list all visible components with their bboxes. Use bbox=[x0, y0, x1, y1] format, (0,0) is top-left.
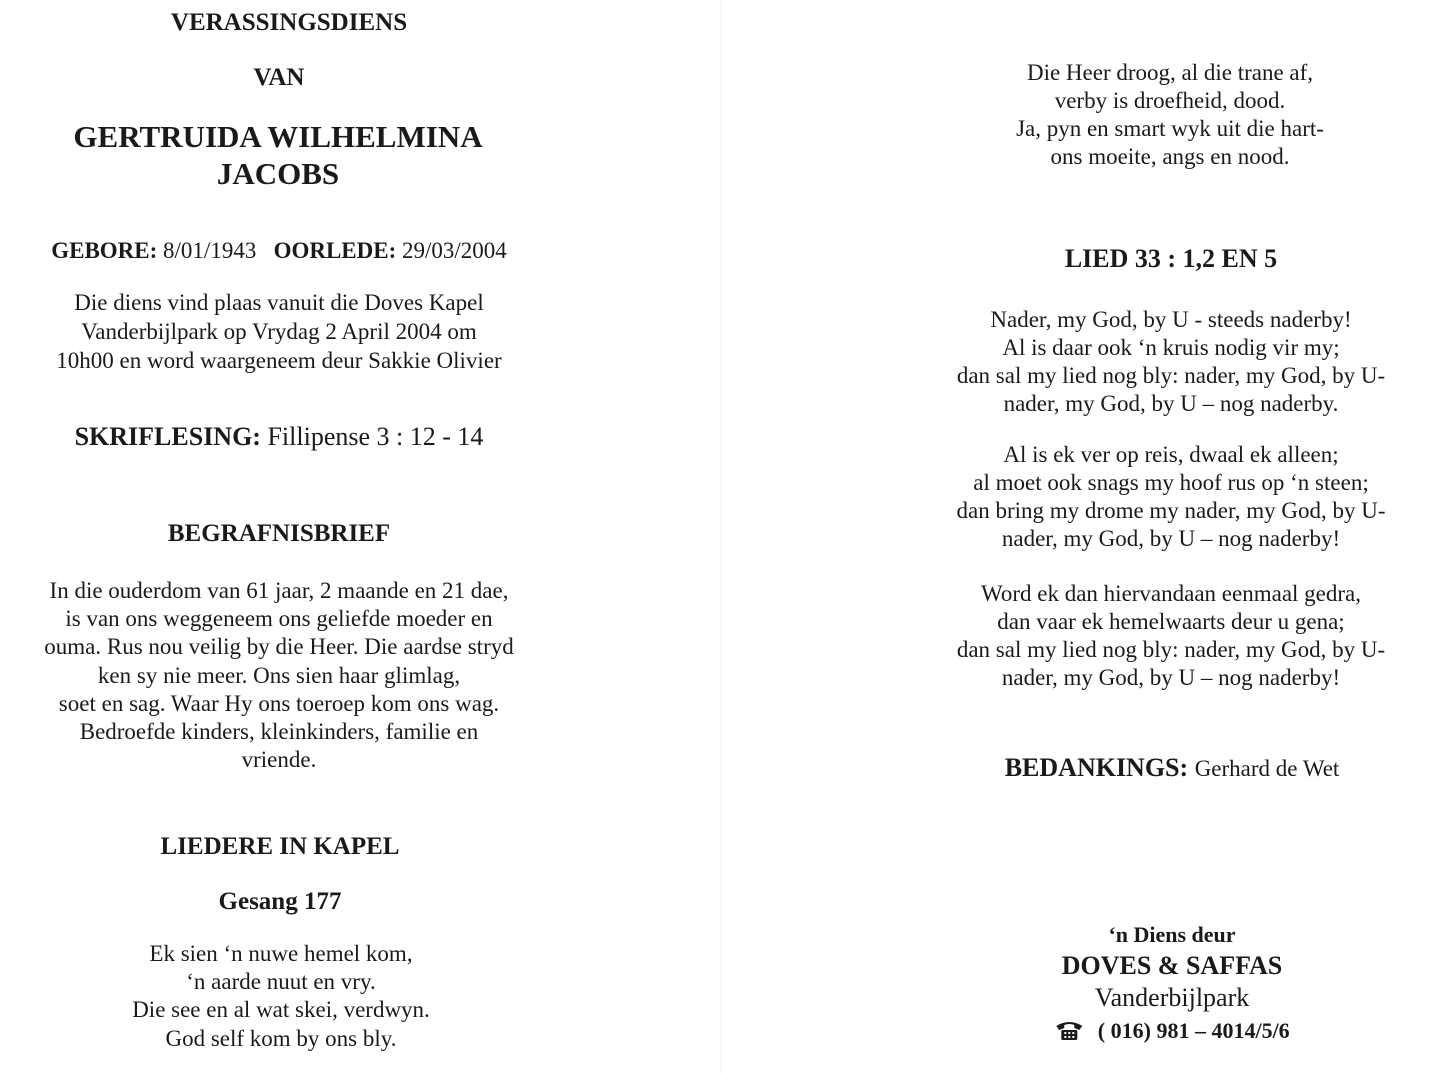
deceased-name-line2: JACOBS bbox=[216, 156, 340, 191]
scripture-value: Fillipense 3 : 12 - 14 bbox=[267, 422, 484, 451]
page-fold bbox=[720, 0, 722, 1073]
thanks-line bbox=[1005, 752, 1340, 783]
stanza-line: Nader, my God, by U - steeds naderby! bbox=[990, 307, 1352, 332]
funeral-letter bbox=[44, 577, 513, 774]
stanza-line: nader, my God, by U – nog naderby! bbox=[1001, 665, 1341, 690]
letter-line: ken sy nie meer. Ons sien haar glimlag, bbox=[97, 662, 461, 688]
service-line: 10h00 en word waargeneem deur Sakkie Olivier bbox=[56, 348, 502, 373]
stanza-line: Word ek dan hiervandaan eenmaal gedra, bbox=[980, 581, 1362, 606]
stanza-line: dan bring my drome my nader, my God, by U- bbox=[956, 498, 1386, 523]
letter-line: In die ouderdom van 61 jaar, 2 maande en 21 dae, bbox=[49, 578, 509, 603]
thanks-label: BEDANKINGS: bbox=[1004, 753, 1189, 782]
born-label: GEBORE: bbox=[51, 238, 158, 263]
scripture-label: SKRIFLESING: bbox=[74, 422, 261, 451]
stanza-line: dan vaar ek hemelwaarts deur u gena; bbox=[997, 609, 1345, 634]
company-name: DOVES & SAFFAS bbox=[1061, 951, 1283, 980]
thanks-value: Gerhard de Wet bbox=[1194, 756, 1340, 781]
phone-number: ( 016) 981 – 4014/5/6 bbox=[1097, 1018, 1290, 1043]
dates-line bbox=[51, 237, 507, 265]
stanza-line: nader, my God, by U – nog naderby! bbox=[1001, 526, 1341, 551]
verse-line: Ja, pyn en smart wyk uit die hart- bbox=[1016, 116, 1324, 141]
service-by: ‘n Diens deur bbox=[1108, 922, 1236, 947]
verse-line: ons moeite, angs en nood. bbox=[1050, 144, 1290, 169]
stanza-line: al moet ook snags my hoof rus op ‘n steen; bbox=[973, 470, 1369, 495]
songs-heading: LIEDERE IN KAPEL bbox=[160, 833, 400, 860]
hymn-stanza-3 bbox=[957, 580, 1385, 692]
phone-line bbox=[1054, 1018, 1289, 1044]
song-line: Die see en al wat skei, verdwyn. bbox=[132, 997, 430, 1023]
stanza-line: dan sal my lied nog bly: nader, my God, by U- bbox=[956, 363, 1386, 388]
company-town: Vanderbijlpark bbox=[1094, 983, 1250, 1012]
telephone-icon bbox=[1054, 1019, 1084, 1041]
service-title: VERASSINGSDIENS bbox=[170, 9, 408, 36]
song-title: Gesang 177 bbox=[218, 888, 342, 915]
van-label: VAN bbox=[253, 64, 305, 91]
died-label: OORLEDE: bbox=[273, 238, 397, 263]
letter-line: is van ons weggeneem ons geliefde moeder en bbox=[65, 606, 493, 632]
stanza-line: Al is daar ook ‘n kruis nodig vir my; bbox=[1002, 335, 1340, 360]
hymn-stanza-1 bbox=[957, 306, 1385, 418]
song-line: Ek sien ‘n nuwe hemel kom, bbox=[149, 941, 413, 966]
letter-line: vriende. bbox=[241, 747, 317, 773]
stanza-line: nader, my God, by U – nog naderby. bbox=[1003, 391, 1339, 416]
verse-line: Die Heer droog, al die trane af, bbox=[1026, 60, 1314, 85]
letter-heading: BEGRAFNISBRIEF bbox=[167, 520, 391, 547]
died-value: 29/03/2004 bbox=[402, 238, 507, 263]
hymn-stanza-2 bbox=[957, 441, 1386, 553]
service-line: Die diens vind plaas vanuit die Doves Kapel bbox=[74, 290, 484, 315]
song-line: God self kom by ons bly. bbox=[165, 1025, 397, 1051]
born-value: 8/01/1943 bbox=[163, 238, 257, 263]
letter-line: soet en sag. Waar Hy ons toeroep kom ons wag. bbox=[58, 690, 500, 716]
service-details bbox=[56, 288, 501, 375]
hymn-heading: LIED 33 : 1,2 EN 5 bbox=[1064, 244, 1278, 273]
song-line: ‘n aarde nuut en vry. bbox=[186, 969, 376, 995]
song-lyrics bbox=[132, 940, 430, 1053]
stanza-line: dan sal my lied nog bly: nader, my God, by U- bbox=[956, 637, 1386, 662]
service-line: Vanderbijlpark op Vrydag 2 April 2004 om bbox=[81, 319, 477, 344]
letter-line: ouma. Rus nou veilig by die Heer. Die aardse stryd bbox=[44, 634, 514, 660]
scripture-reading bbox=[75, 421, 484, 452]
verse-line: verby is droefheid, dood. bbox=[1054, 88, 1286, 113]
stanza-line: Al is ek ver op reis, dwaal ek alleen; bbox=[1003, 442, 1339, 467]
letter-line: Bedroefde kinders, kleinkinders, familie en bbox=[79, 719, 479, 745]
deceased-name-line1: GERTRUIDA WILHELMINA bbox=[73, 119, 483, 154]
verse-block bbox=[1016, 59, 1324, 171]
